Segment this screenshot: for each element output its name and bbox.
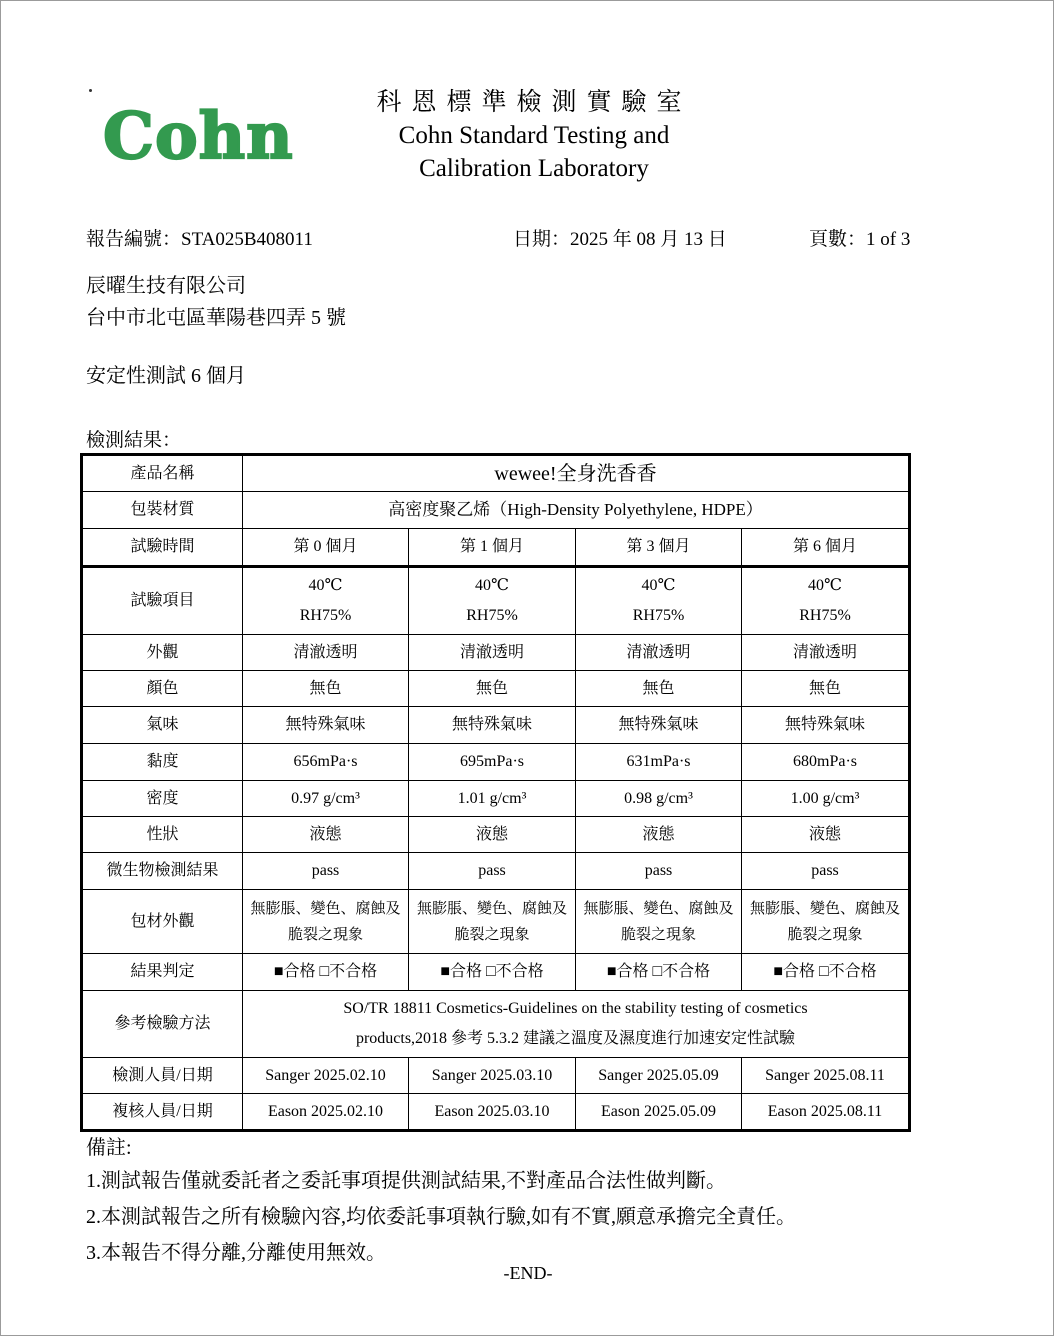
lab-title-en-line1: Cohn Standard Testing and — [398, 122, 670, 149]
report-number-label: 報告編號： — [86, 229, 182, 250]
note-item-3: 3.本報告不得分離,分離使用無效。 — [86, 1242, 386, 1264]
row-label-odor: 氣味 — [82, 707, 243, 744]
cell-reviewer-m1: Eason 2025.03.10 — [409, 1094, 576, 1131]
table-row-color — [82, 671, 910, 707]
cell-reviewer-m0: Eason 2025.02.10 — [243, 1094, 409, 1131]
cell-color-m1: 無色 — [409, 671, 576, 707]
cell-density-m6: 1.00 g/cm³ — [742, 781, 910, 817]
table-row-product — [82, 455, 910, 492]
row-label-appearance: 外觀 — [82, 635, 243, 671]
cell-pack-appearance-m1: 無膨脹、變色、腐蝕及脆裂之現象 — [409, 890, 576, 954]
cell-pack-appearance-m3: 無膨脹、變色、腐蝕及脆裂之現象 — [576, 890, 742, 954]
table-row-density — [82, 781, 910, 817]
table-row-microbial — [82, 853, 910, 890]
report-date — [513, 224, 727, 251]
method-line2: products,2018 參考 5.3.2 建議之溫度及濕度進行加速安定性試驗 — [355, 1030, 796, 1047]
report-number — [86, 224, 313, 251]
report-number-value: STA025B408011 — [181, 229, 313, 250]
client-address: 台中市北屯區華陽巷四弄 5 號 — [86, 307, 346, 329]
cell-microbial-m1: pass — [409, 853, 576, 890]
cell-tester-m1: Sanger 2025.03.10 — [409, 1058, 576, 1094]
end-marker: -END- — [503, 1263, 553, 1283]
row-label-state: 性狀 — [82, 817, 243, 853]
cell-odor-m3: 無特殊氣味 — [576, 707, 742, 744]
row-label-reviewer: 複核人員/日期 — [82, 1094, 243, 1131]
cell-odor-m6: 無特殊氣味 — [742, 707, 910, 744]
cell-odor-m1: 無特殊氣味 — [409, 707, 576, 744]
lab-title-en-line2: Calibration Laboratory — [419, 155, 649, 182]
cell-pack-appearance-m0: 無膨脹、變色、腐蝕及脆裂之現象 — [243, 890, 409, 954]
cell-state-m0: 液態 — [243, 817, 409, 853]
cohn-logo: Cohn — [103, 99, 294, 174]
condition-rh: RH75% — [466, 607, 518, 624]
table-row-time — [82, 529, 910, 567]
cell-appearance-m6: 清澈透明 — [742, 635, 910, 671]
cell-viscosity-m0: 656mPa·s — [243, 744, 409, 781]
cell-density-m0: 0.97 g/cm³ — [243, 781, 409, 817]
report-pages-label: 頁數： — [809, 229, 867, 250]
test-title: 安定性測試 6 個月 — [86, 365, 246, 387]
condition-temp: 40℃ — [308, 577, 343, 594]
row-label-condition: 試驗項目 — [82, 567, 243, 635]
cell-appearance-m1: 清澈透明 — [409, 635, 576, 671]
note-item-2: 2.本測試報告之所有檢驗內容,均依委託事項執行驗,如有不實,願意承擔完全責任。 — [86, 1206, 796, 1228]
cell-microbial-m3: pass — [576, 853, 742, 890]
cell-appearance-m0: 清澈透明 — [243, 635, 409, 671]
cell-condition-m3 — [576, 567, 742, 635]
table-row-condition — [82, 567, 910, 635]
cell-viscosity-m3: 631mPa·s — [576, 744, 742, 781]
cell-reviewer-m6: Eason 2025.08.11 — [742, 1094, 910, 1131]
results-table — [80, 453, 911, 1132]
table-row-reviewer — [82, 1094, 910, 1131]
cell-tester-m0: Sanger 2025.02.10 — [243, 1058, 409, 1094]
cell-state-m1: 液態 — [409, 817, 576, 853]
cell-judgement-m1: ■合格 □不合格 — [409, 954, 576, 991]
cell-tester-m6: Sanger 2025.08.11 — [742, 1058, 910, 1094]
cell-state-m3: 液態 — [576, 817, 742, 853]
report-date-value: 2025 年 08 月 13 日 — [570, 229, 727, 250]
cell-product-name: wewee!全身洗香香 — [243, 455, 910, 492]
lab-title-zh: 科恩標準檢測實驗室 — [376, 89, 692, 116]
cell-microbial-m6: pass — [742, 853, 910, 890]
table-row-odor — [82, 707, 910, 744]
condition-temp: 40℃ — [475, 577, 509, 594]
report-date-label: 日期： — [513, 229, 571, 250]
table-row-state — [82, 817, 910, 853]
row-label-viscosity: 黏度 — [82, 744, 243, 781]
cell-density-m1: 1.01 g/cm³ — [409, 781, 576, 817]
method-line1: SO/TR 18811 Cosmetics-Guidelines on the stability testing of cosmetics — [343, 1000, 808, 1017]
cell-time-m6: 第 6 個月 — [742, 529, 910, 567]
cell-judgement-m3: ■合格 □不合格 — [576, 954, 742, 991]
table-row-viscosity — [82, 744, 910, 781]
cell-method — [243, 991, 910, 1058]
cell-judgement-m6: ■合格 □不合格 — [742, 954, 910, 991]
cell-tester-m3: Sanger 2025.05.09 — [576, 1058, 742, 1094]
cell-judgement-m0: ■合格 □不合格 — [243, 954, 409, 991]
cell-microbial-m0: pass — [243, 853, 409, 890]
cell-density-m3: 0.98 g/cm³ — [576, 781, 742, 817]
condition-temp: 40℃ — [641, 577, 676, 594]
row-label-tester: 檢測人員/日期 — [82, 1058, 243, 1094]
row-label-judgement: 結果判定 — [82, 954, 243, 991]
cell-condition-m6 — [742, 567, 910, 635]
condition-rh: RH75% — [799, 607, 851, 624]
results-section-label: 檢測結果： — [86, 430, 182, 451]
note-item-1: 1.測試報告僅就委託者之委託事項提供測試結果,不對產品合法性做判斷。 — [86, 1170, 726, 1192]
cell-odor-m0: 無特殊氣味 — [243, 707, 409, 744]
row-label-product: 產品名稱 — [82, 455, 243, 492]
report-pages — [809, 224, 910, 251]
cell-pack-appearance-m6: 無膨脹、變色、腐蝕及脆裂之現象 — [742, 890, 910, 954]
cell-time-m0: 第 0 個月 — [243, 529, 409, 567]
table-row-packaging — [82, 492, 910, 529]
table-row-pack-appearance — [82, 890, 910, 954]
cell-time-m3: 第 3 個月 — [576, 529, 742, 567]
row-label-color: 顏色 — [82, 671, 243, 707]
cell-time-m1: 第 1 個月 — [409, 529, 576, 567]
report-pages-value: 1 of 3 — [866, 229, 911, 250]
row-label-pack-appearance: 包材外觀 — [82, 890, 243, 954]
client-company-name: 辰曜生技有限公司 — [86, 275, 246, 297]
cell-viscosity-m6: 680mPa·s — [742, 744, 910, 781]
row-label-method: 參考檢驗方法 — [82, 991, 243, 1058]
notes-section — [86, 1133, 986, 1271]
row-label-density: 密度 — [82, 781, 243, 817]
condition-rh: RH75% — [632, 607, 685, 624]
scan-artifact-dot — [89, 89, 92, 92]
table-row-judgement — [82, 954, 910, 991]
notes-label: 備註: — [86, 1137, 132, 1159]
row-label-time: 試驗時間 — [82, 529, 243, 567]
cell-viscosity-m1: 695mPa·s — [409, 744, 576, 781]
table-row-method — [82, 991, 910, 1058]
lab-title-block — [274, 87, 794, 185]
condition-temp: 40℃ — [808, 577, 842, 594]
cell-packaging: 高密度聚乙烯（High-Density Polyethylene, HDPE） — [243, 492, 910, 529]
cell-color-m3: 無色 — [576, 671, 742, 707]
cell-condition-m0 — [243, 567, 409, 635]
cell-color-m0: 無色 — [243, 671, 409, 707]
cell-appearance-m3: 清澈透明 — [576, 635, 742, 671]
row-label-packaging: 包裝材質 — [82, 492, 243, 529]
row-label-microbial: 微生物檢測結果 — [82, 853, 243, 890]
cell-color-m6: 無色 — [742, 671, 910, 707]
table-row-appearance — [82, 635, 910, 671]
condition-rh: RH75% — [299, 607, 352, 624]
cell-state-m6: 液態 — [742, 817, 910, 853]
cell-condition-m1 — [409, 567, 576, 635]
table-row-tester — [82, 1058, 910, 1094]
cell-reviewer-m3: Eason 2025.05.09 — [576, 1094, 742, 1131]
